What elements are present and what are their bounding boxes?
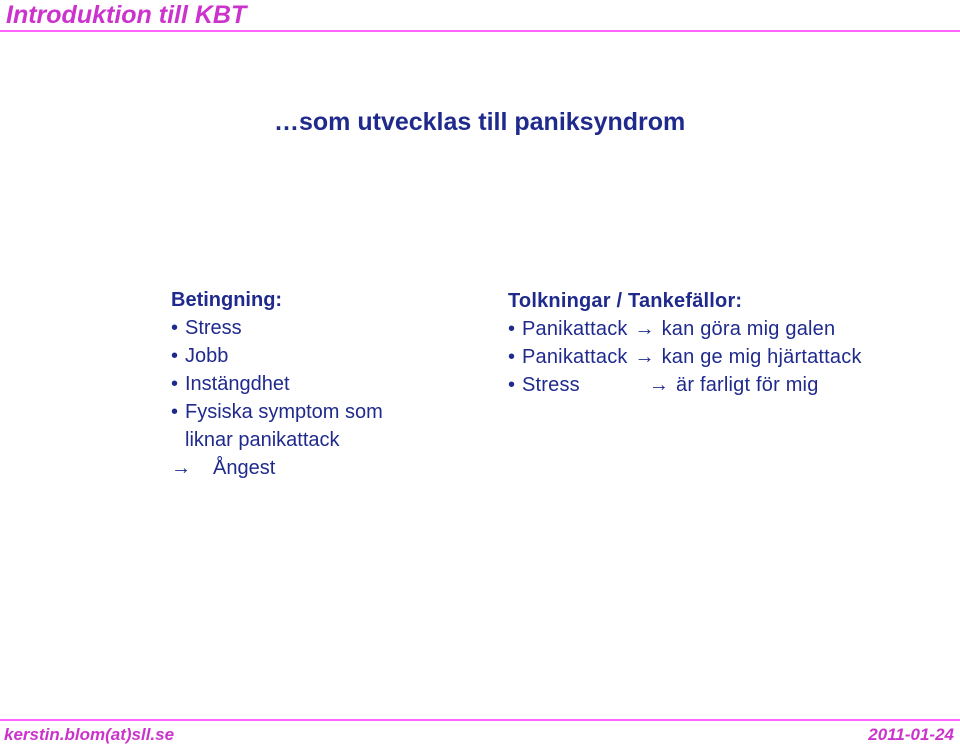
slide-title: …som utvecklas till paniksyndrom (274, 108, 686, 136)
trigger-label: Panikattack (522, 346, 628, 368)
bullet-icon: • (508, 318, 516, 340)
arrow-right-icon: → (634, 346, 655, 368)
conditioning-list (171, 286, 383, 482)
list-item (171, 370, 383, 398)
arrow-right-icon: → (648, 374, 670, 396)
result-label: Ångest (213, 457, 276, 479)
header-title: Introduktion till KBT (6, 1, 247, 29)
list-item-label: Jobb (185, 345, 229, 367)
list-item (171, 314, 383, 342)
bullet-icon: • (508, 374, 516, 396)
list-item (508, 315, 862, 343)
list-item-label: Stress (185, 317, 242, 339)
consequence-label: är farligt för mig (676, 374, 819, 396)
bullet-icon: • (508, 346, 516, 368)
list-item (171, 398, 383, 426)
interpretations-list (508, 287, 862, 399)
consequence-label: kan ge mig hjärtattack (661, 346, 862, 368)
bullet-icon: • (171, 373, 179, 395)
trigger-label: Panikattack (522, 318, 628, 340)
footer-divider (0, 719, 960, 721)
list-item (508, 371, 862, 399)
list-item (171, 342, 383, 370)
bullet-icon: • (171, 345, 179, 367)
footer-date: 2011-01-24 (868, 725, 954, 744)
list-item-label: Instängdhet (185, 373, 290, 395)
result-line (171, 454, 383, 482)
list-item-continuation: liknar panikattack (185, 429, 340, 451)
header-divider (0, 30, 960, 32)
list-item-label: Fysiska symptom som (185, 401, 383, 423)
conditioning-heading: Betingning: (171, 289, 283, 311)
interpretations-heading: Tolkningar / Tankefällor: (508, 290, 743, 312)
consequence-label: kan göra mig galen (661, 318, 836, 340)
arrow-right-icon: → (171, 457, 191, 479)
bullet-icon: • (171, 401, 179, 423)
arrow-right-icon: → (634, 318, 655, 340)
list-item (508, 343, 862, 371)
footer-email: kerstin.blom(at)sll.se (4, 725, 175, 744)
bullet-icon: • (171, 317, 179, 339)
trigger-label: Stress (522, 374, 580, 396)
